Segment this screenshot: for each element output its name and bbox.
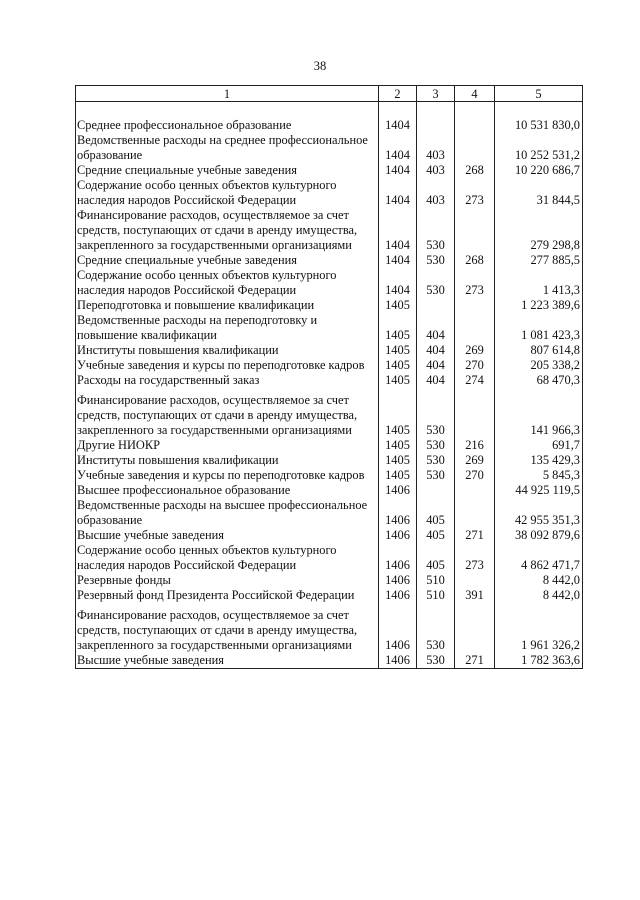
column-header-3: 3 bbox=[417, 86, 455, 102]
amount-value: 8 442,0 bbox=[495, 573, 583, 588]
expense-type-code bbox=[455, 483, 495, 498]
amount-value: 691,7 bbox=[495, 438, 583, 453]
section-code: 1404 bbox=[379, 163, 417, 178]
table-row bbox=[76, 208, 583, 253]
section-code: 1404 bbox=[379, 208, 417, 253]
expense-type-code bbox=[455, 133, 495, 163]
column-header-1: 1 bbox=[76, 86, 379, 102]
target-article-code: 530 bbox=[417, 253, 455, 268]
section-code: 1405 bbox=[379, 373, 417, 388]
budget-table bbox=[75, 85, 583, 669]
row-name: Ведомственные расходы на высшее профессиональное образование bbox=[76, 498, 379, 528]
amount-value: 205 338,2 bbox=[495, 358, 583, 373]
amount-value: 31 844,5 bbox=[495, 178, 583, 208]
target-article-code: 405 bbox=[417, 498, 455, 528]
row-name: Переподготовка и повышение квалификации bbox=[76, 298, 379, 313]
section-code: 1404 bbox=[379, 268, 417, 298]
section-code: 1406 bbox=[379, 543, 417, 573]
table-row bbox=[76, 178, 583, 208]
row-name: Другие НИОКР bbox=[76, 438, 379, 453]
target-article-code: 405 bbox=[417, 543, 455, 573]
table-row bbox=[76, 528, 583, 543]
expense-type-code bbox=[455, 313, 495, 343]
amount-value: 10 531 830,0 bbox=[495, 118, 583, 133]
expense-type-code: 274 bbox=[455, 373, 495, 388]
row-name: Учебные заведения и курсы по переподготовке кадров bbox=[76, 358, 379, 373]
row-name: Институты повышения квалификации bbox=[76, 453, 379, 468]
table-row bbox=[76, 298, 583, 313]
expense-type-code: 268 bbox=[455, 253, 495, 268]
page-number: 38 bbox=[313, 59, 327, 73]
row-name: Расходы на государственный заказ bbox=[76, 373, 379, 388]
amount-value: 38 092 879,6 bbox=[495, 528, 583, 543]
amount-value: 44 925 119,5 bbox=[495, 483, 583, 498]
table-row bbox=[76, 253, 583, 268]
amount-value: 807 614,8 bbox=[495, 343, 583, 358]
expense-type-code bbox=[455, 388, 495, 438]
expense-type-code bbox=[455, 208, 495, 253]
table-row bbox=[76, 653, 583, 669]
target-article-code: 403 bbox=[417, 163, 455, 178]
target-article-code: 404 bbox=[417, 358, 455, 373]
section-code: 1406 bbox=[379, 498, 417, 528]
section-code: 1405 bbox=[379, 388, 417, 438]
table-row bbox=[76, 163, 583, 178]
amount-value: 68 470,3 bbox=[495, 373, 583, 388]
expense-type-code: 273 bbox=[455, 268, 495, 298]
target-article-code: 530 bbox=[417, 453, 455, 468]
table-row bbox=[76, 118, 583, 133]
expense-type-code: 391 bbox=[455, 588, 495, 603]
target-article-code: 405 bbox=[417, 528, 455, 543]
row-name: Учебные заведения и курсы по переподготовке кадров bbox=[76, 468, 379, 483]
section-code: 1404 bbox=[379, 253, 417, 268]
header-row bbox=[76, 86, 583, 102]
target-article-code: 530 bbox=[417, 438, 455, 453]
table-row bbox=[76, 603, 583, 653]
table-row bbox=[76, 358, 583, 373]
row-name: Финансирование расходов, осуществляемое за счет средств, поступающих от сдачи в аренду имущества, закрепленного за государственными организациями bbox=[76, 388, 379, 438]
amount-value: 10 220 686,7 bbox=[495, 163, 583, 178]
expense-type-code: 269 bbox=[455, 453, 495, 468]
row-name: Средние специальные учебные заведения bbox=[76, 253, 379, 268]
column-header-5: 5 bbox=[495, 86, 583, 102]
expense-type-code: 270 bbox=[455, 468, 495, 483]
section-code: 1405 bbox=[379, 468, 417, 483]
target-article-code: 404 bbox=[417, 343, 455, 358]
target-article-code: 530 bbox=[417, 268, 455, 298]
section-code: 1406 bbox=[379, 528, 417, 543]
table-row bbox=[76, 373, 583, 388]
section-code: 1406 bbox=[379, 653, 417, 669]
table-body bbox=[76, 102, 583, 669]
row-name: Финансирование расходов, осуществляемое за счет средств, поступающих от сдачи в аренду имущества, закрепленного за государственными организациями bbox=[76, 603, 379, 653]
amount-value: 42 955 351,3 bbox=[495, 498, 583, 528]
target-article-code bbox=[417, 298, 455, 313]
expense-type-code: 273 bbox=[455, 178, 495, 208]
target-article-code: 403 bbox=[417, 133, 455, 163]
table-row bbox=[76, 483, 583, 498]
table-row bbox=[76, 438, 583, 453]
spacer-row bbox=[76, 102, 583, 119]
amount-value: 5 845,3 bbox=[495, 468, 583, 483]
expense-type-code: 271 bbox=[455, 653, 495, 669]
column-header-2: 2 bbox=[379, 86, 417, 102]
amount-value: 141 966,3 bbox=[495, 388, 583, 438]
table-row bbox=[76, 388, 583, 438]
row-name: Резервные фонды bbox=[76, 573, 379, 588]
row-name: Высшие учебные заведения bbox=[76, 653, 379, 669]
target-article-code: 403 bbox=[417, 178, 455, 208]
table-row bbox=[76, 313, 583, 343]
section-code: 1404 bbox=[379, 118, 417, 133]
expense-type-code bbox=[455, 603, 495, 653]
section-code: 1406 bbox=[379, 588, 417, 603]
expense-type-code bbox=[455, 498, 495, 528]
target-article-code: 530 bbox=[417, 388, 455, 438]
target-article-code: 404 bbox=[417, 373, 455, 388]
expense-type-code bbox=[455, 573, 495, 588]
target-article-code: 530 bbox=[417, 468, 455, 483]
amount-value: 277 885,5 bbox=[495, 253, 583, 268]
target-article-code: 530 bbox=[417, 603, 455, 653]
amount-value: 1 081 423,3 bbox=[495, 313, 583, 343]
expense-type-code bbox=[455, 118, 495, 133]
row-name: Высшие учебные заведения bbox=[76, 528, 379, 543]
row-name: Ведомственные расходы на среднее профессиональное образование bbox=[76, 133, 379, 163]
expense-type-code: 216 bbox=[455, 438, 495, 453]
amount-value: 1 413,3 bbox=[495, 268, 583, 298]
target-article-code bbox=[417, 483, 455, 498]
target-article-code: 510 bbox=[417, 588, 455, 603]
row-name: Содержание особо ценных объектов культурного наследия народов Российской Федерации bbox=[76, 543, 379, 573]
row-name: Содержание особо ценных объектов культурного наследия народов Российской Федерации bbox=[76, 178, 379, 208]
target-article-code bbox=[417, 118, 455, 133]
table-row bbox=[76, 498, 583, 528]
section-code: 1406 bbox=[379, 603, 417, 653]
row-name: Резервный фонд Президента Российской Федерации bbox=[76, 588, 379, 603]
row-name: Институты повышения квалификации bbox=[76, 343, 379, 358]
section-code: 1405 bbox=[379, 313, 417, 343]
table-row bbox=[76, 268, 583, 298]
section-code: 1405 bbox=[379, 298, 417, 313]
expense-type-code bbox=[455, 298, 495, 313]
section-code: 1405 bbox=[379, 343, 417, 358]
row-name: Финансирование расходов, осуществляемое за счет средств, поступающих от сдачи в аренду имущества, закрепленного за государственными организациями bbox=[76, 208, 379, 253]
expense-type-code: 270 bbox=[455, 358, 495, 373]
amount-value: 279 298,8 bbox=[495, 208, 583, 253]
row-name: Средние специальные учебные заведения bbox=[76, 163, 379, 178]
table-row bbox=[76, 588, 583, 603]
row-name: Высшее профессиональное образование bbox=[76, 483, 379, 498]
row-name: Содержание особо ценных объектов культурного наследия народов Российской Федерации bbox=[76, 268, 379, 298]
expense-type-code: 269 bbox=[455, 343, 495, 358]
target-article-code: 530 bbox=[417, 208, 455, 253]
amount-value: 8 442,0 bbox=[495, 588, 583, 603]
section-code: 1405 bbox=[379, 358, 417, 373]
amount-value: 1 782 363,6 bbox=[495, 653, 583, 669]
table-row bbox=[76, 468, 583, 483]
section-code: 1404 bbox=[379, 133, 417, 163]
table-row bbox=[76, 453, 583, 468]
row-name: Ведомственные расходы на переподготовку и повышение квалификации bbox=[76, 313, 379, 343]
amount-value: 1 961 326,2 bbox=[495, 603, 583, 653]
table-row bbox=[76, 343, 583, 358]
section-code: 1406 bbox=[379, 483, 417, 498]
target-article-code: 530 bbox=[417, 653, 455, 669]
section-code: 1404 bbox=[379, 178, 417, 208]
table-row bbox=[76, 543, 583, 573]
table-row bbox=[76, 573, 583, 588]
section-code: 1406 bbox=[379, 573, 417, 588]
amount-value: 10 252 531,2 bbox=[495, 133, 583, 163]
expense-type-code: 268 bbox=[455, 163, 495, 178]
amount-value: 4 862 471,7 bbox=[495, 543, 583, 573]
target-article-code: 404 bbox=[417, 313, 455, 343]
amount-value: 135 429,3 bbox=[495, 453, 583, 468]
amount-value: 1 223 389,6 bbox=[495, 298, 583, 313]
table-row bbox=[76, 133, 583, 163]
section-code: 1405 bbox=[379, 438, 417, 453]
expense-type-code: 273 bbox=[455, 543, 495, 573]
expense-type-code: 271 bbox=[455, 528, 495, 543]
row-name: Среднее профессиональное образование bbox=[76, 118, 379, 133]
section-code: 1405 bbox=[379, 453, 417, 468]
column-header-4: 4 bbox=[455, 86, 495, 102]
target-article-code: 510 bbox=[417, 573, 455, 588]
